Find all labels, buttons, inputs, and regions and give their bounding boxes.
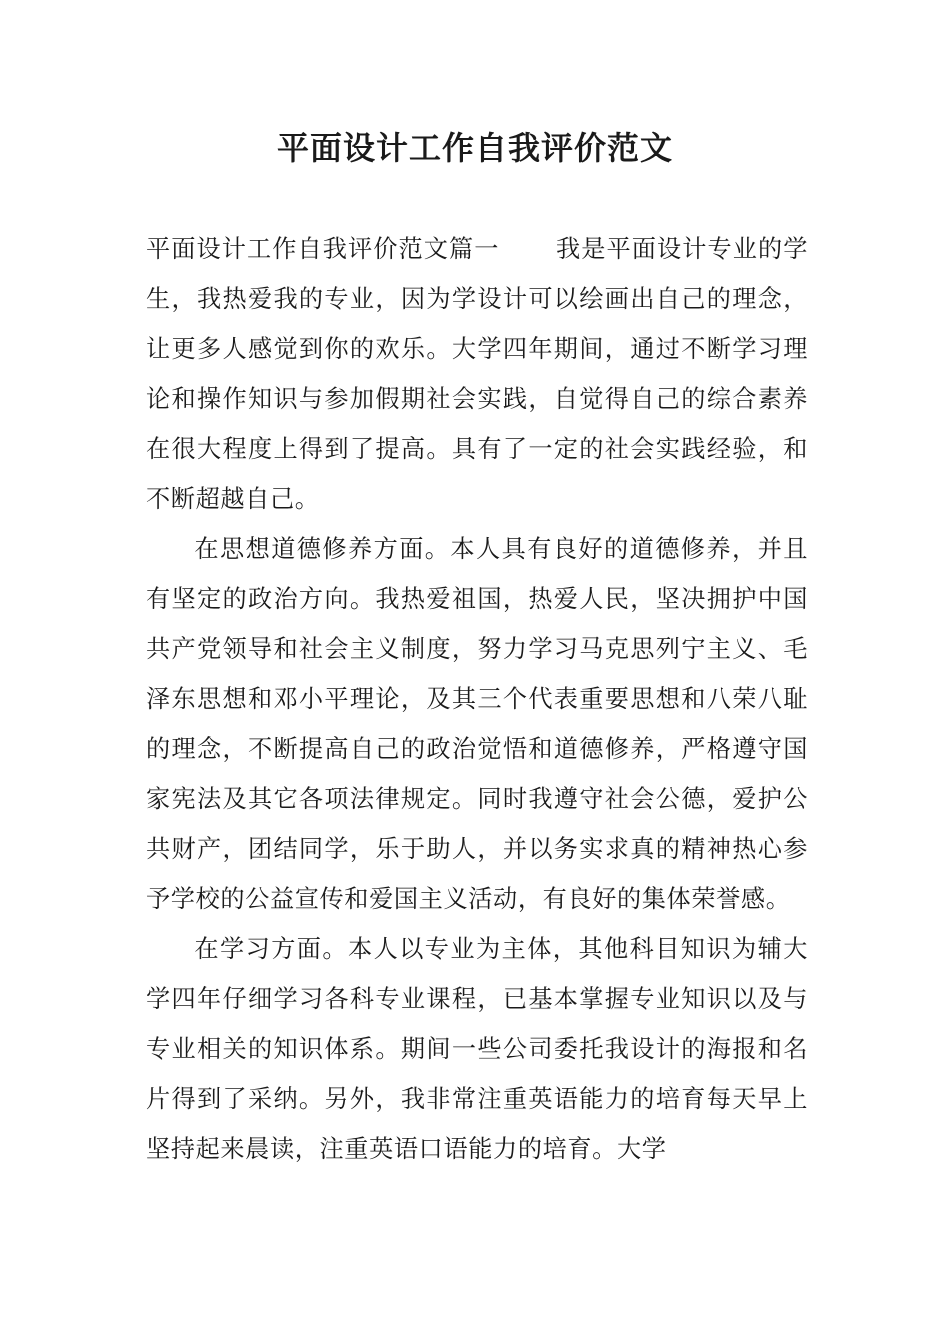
document-body [146, 224, 808, 1174]
document-title: 平面设计工作自我评价范文 [276, 129, 673, 167]
paragraph-1-text: 我是平面设计专业的学生，我热爱我的专业，因为学设计可以绘画出自己的理念，让更多人感觉到你的欢乐。大学四年期间，通过不断学习理论和操作知识与参加假期社会实践，自觉得自己的综合素养在很大程度上得到了提高。具有了一定的社会实践经验，和不断超越自己。 [146, 235, 808, 513]
paragraph-intro [146, 224, 808, 524]
paragraph-study: 在学习方面。本人以专业为主体，其他科目知识为辅大学四年仔细学习各科专业课程，已基本掌握专业知识以及与专业相关的知识体系。期间一些公司委托我设计的海报和名片得到了采纳。另外，我非常注重英语能力的培育每天早上坚持起来晨读，注重英语口语能力的培育。大学 [146, 935, 808, 1163]
intro-heading: 平面设计工作自我评价范文篇一 [146, 235, 500, 263]
paragraph-moral: 在思想道德修养方面。本人具有良好的道德修养，并且有坚定的政治方向。我热爱祖国，热爱人民，坚决拥护中国共产党领导和社会主义制度，努力学习马克思列宁主义、毛泽东思想和邓小平理论，及其三个代表重要思想和八荣八耻的理念，不断提高自己的政治觉悟和道德修养，严格遵守国家宪法及其它各项法律规定。同时我遵守社会公德，爱护公共财产，团结同学，乐于助人，并以务实求真的精神热心参予学校的公益宣传和爱国主义活动，有良好的集体荣誉感。 [146, 535, 808, 913]
